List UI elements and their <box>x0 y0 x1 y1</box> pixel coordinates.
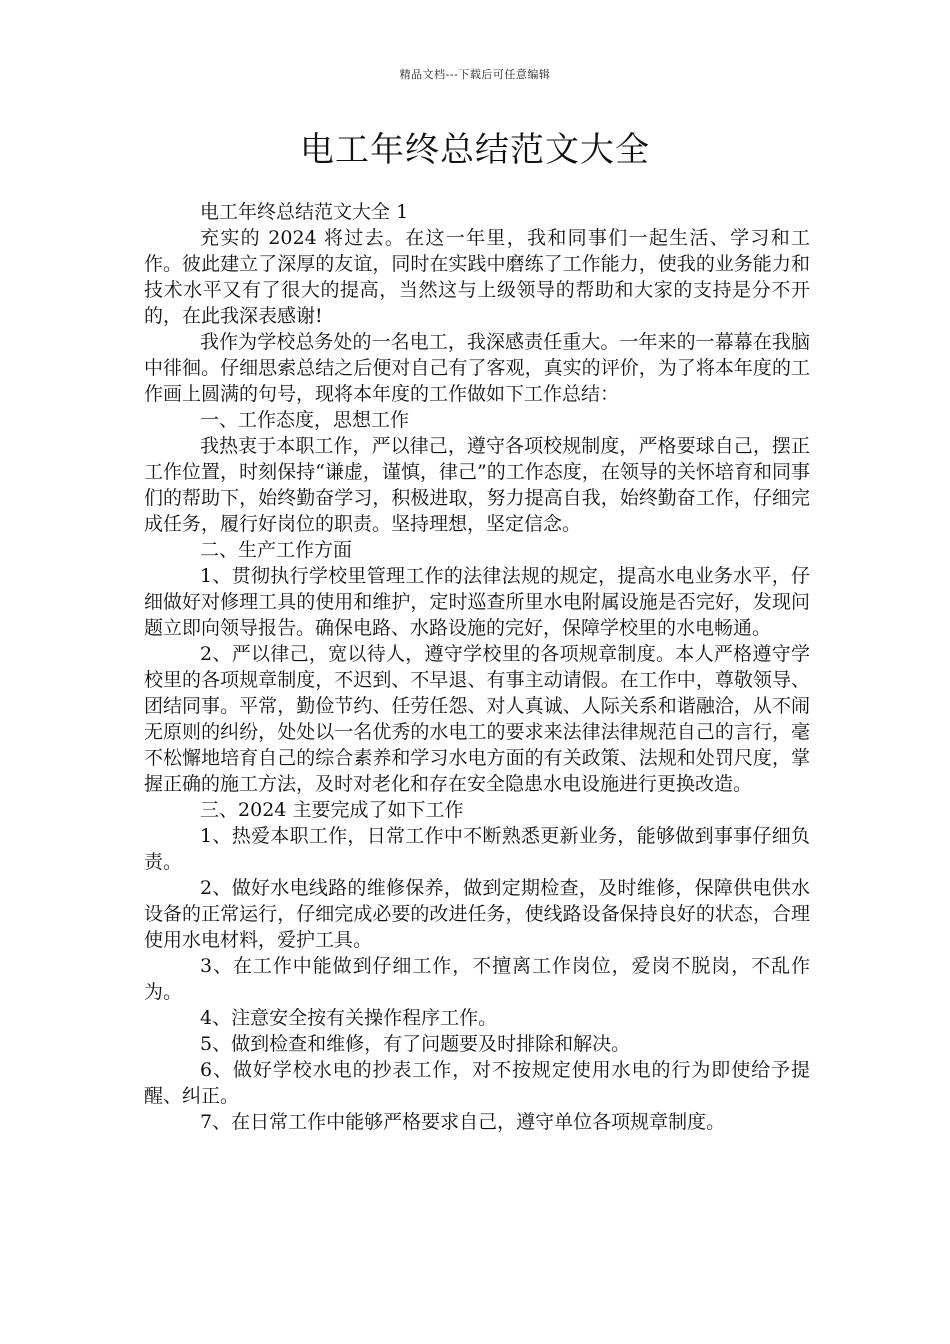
list-item: 2、做好水电线路的维修保养，做到定期检查，及时维修，保障供电供水设备的正常运行，仔细完成必要的改进任务，使线路设备保持良好的状态，合理使用水电材料，爱护工具。 <box>144 877 810 951</box>
section-heading: 三、2024 主要完成了如下工作 <box>200 799 464 821</box>
document-title: 电工年终总结范文大全 <box>300 130 650 170</box>
list-item: 2、严以律己，宽以待人，遵守学校里的各项规章制度。本人严格遵守学校里的各项规章制度，不迟到、不早退、有事主动请假。在工作中，尊敬领导、团结同事。平常，勤俭节约、任劳任怨、对人真诚、人际关系和谐融洽，从不闹无原则的纠纷，处处以一名优秀的水电工的要求来法律法律规范自己的言行，毫不松懈地培育自己的综合素养和学习水电方面的有关政策、法规和处罚尺度，掌握正确的施工方法，及时对老化和存在安全隐患水电设施进行更换改造。 <box>144 643 810 795</box>
list-item: 5、做到检查和维修，有了问题要及时排除和解决。 <box>200 1033 631 1055</box>
section-heading: 一、工作态度，思想工作 <box>200 409 410 431</box>
list-item: 4、注意安全按有关操作程序工作。 <box>200 1007 498 1029</box>
section-heading: 电工年终总结范文大全 1 <box>200 201 409 223</box>
list-item: 1、贯彻执行学校里管理工作的法律法规的规定，提高水电业务水平，仔细做好对修理工具的使用和维护，定时巡查所里水电附属设施是否完好，发现问题立即向领导报告。确保电路、水路设施的完好，保障学校里的水电畅通。 <box>144 565 810 639</box>
document-body <box>144 199 810 1135</box>
list-item: 7、在日常工作中能够严格要求自己，遵守单位各项规章制度。 <box>200 1111 726 1133</box>
list-item: 3、在工作中能做到仔细工作，不擅离工作岗位，爱岗不脱岗，不乱作为。 <box>144 955 810 1003</box>
paragraph: 我热衷于本职工作，严以律己，遵守各项校规制度，严格要球自己，摆正工作位置，时刻保持“谦虚，谨慎，律己”的工作态度，在领导的关怀培育和同事们的帮助下，始终勤奋学习，积极进取，努力提高自我，始终勤奋工作，仔细完成任务，履行好岗位的职责。坚持理想，坚定信念。 <box>144 435 810 535</box>
paragraph: 我作为学校总务处的一名电工，我深感责任重大。一年来的一幕幕在我脑中徘徊。仔细思索总结之后便对自己有了客观，真实的评价，为了将本年度的工作画上圆满的句号，现将本年度的工作做如下工作总结： <box>144 331 810 405</box>
section-heading: 二、生产工作方面 <box>200 539 353 561</box>
list-item: 6、做好学校水电的抄表工作，对不按规定使用水电的行为即使给予提醒、纠正。 <box>144 1059 810 1107</box>
page-header-note: 精品文档---下载后可任意编辑 <box>399 68 551 81</box>
list-item: 1、热爱本职工作，日常工作中不断熟悉更新业务，能够做到事事仔细负责。 <box>144 825 810 873</box>
paragraph: 充实的 2024 将过去。在这一年里，我和同事们一起生活、学习和工作。彼此建立了深厚的友谊，同时在实践中磨练了工作能力，使我的业务能力和技术水平又有了很大的提高，当然这与上级领导的帮助和大家的支持是分不开的，在此我深表感谢! <box>144 227 810 327</box>
